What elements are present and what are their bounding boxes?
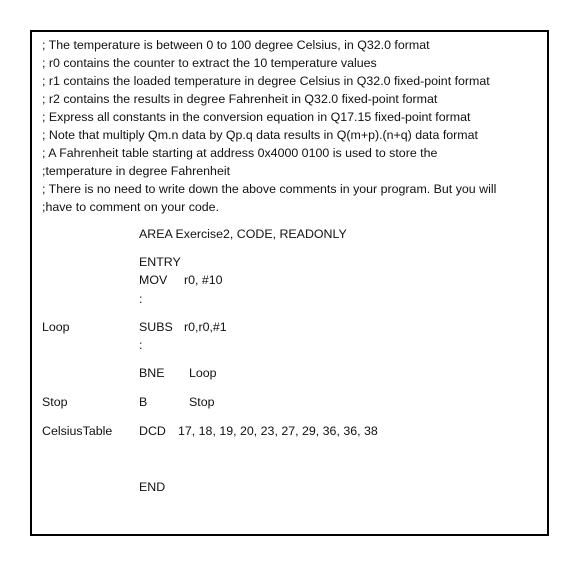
- code-label: CelsiusTable: [42, 424, 113, 438]
- instruction-operands: Loop: [189, 366, 217, 380]
- instruction-operands: r0, #10: [184, 273, 223, 287]
- instruction-operands: 17, 18, 19, 20, 23, 27, 29, 36, 36, 38: [178, 424, 378, 438]
- instruction-mnemonic: DCD: [139, 424, 166, 438]
- instruction-mnemonic: B: [139, 395, 148, 409]
- code-label: Stop: [42, 395, 68, 409]
- comment-line: ; r0 contains the counter to extract the 10 temperature values: [42, 56, 377, 70]
- instruction-mnemonic: BNE: [139, 366, 165, 380]
- comment-line: ;have to comment on your code.: [42, 200, 220, 214]
- comment-line: ; There is no need to write down the above comments in your program. But you will: [42, 182, 497, 196]
- comment-line: ; r1 contains the loaded temperature in degree Celsius in Q32.0 fixed-point format: [42, 74, 490, 88]
- instruction-operands: Stop: [189, 395, 215, 409]
- end-directive: END: [139, 480, 166, 494]
- instruction-mnemonic: MOV: [139, 273, 168, 287]
- comment-line: ; Express all constants in the conversion equation in Q17.15 fixed-point format: [42, 110, 471, 124]
- comment-line: ; A Fahrenheit table starting at address 0x4000 0100 is used to store the: [42, 146, 438, 160]
- code-ellipsis: :: [139, 292, 143, 306]
- area-directive: AREA Exercise2, CODE, READONLY: [139, 227, 347, 241]
- code-label: Loop: [42, 320, 70, 334]
- comment-line: ;temperature in degree Fahrenheit: [42, 164, 231, 178]
- instruction-mnemonic: SUBS: [139, 320, 173, 334]
- code-ellipsis: :: [139, 338, 143, 352]
- document-frame: [30, 30, 549, 536]
- comment-line: ; Note that multiply Qm.n data by Qp.q data results in Q(m+p).(n+q) data format: [42, 128, 478, 142]
- assembly-code-block: [32, 32, 547, 534]
- instruction-operands: r0,r0,#1: [184, 320, 227, 334]
- comment-line: ; The temperature is between 0 to 100 degree Celsius, in Q32.0 format: [42, 38, 430, 52]
- entry-directive: ENTRY: [139, 255, 181, 269]
- comment-line: ; r2 contains the results in degree Fahrenheit in Q32.0 fixed-point format: [42, 92, 438, 106]
